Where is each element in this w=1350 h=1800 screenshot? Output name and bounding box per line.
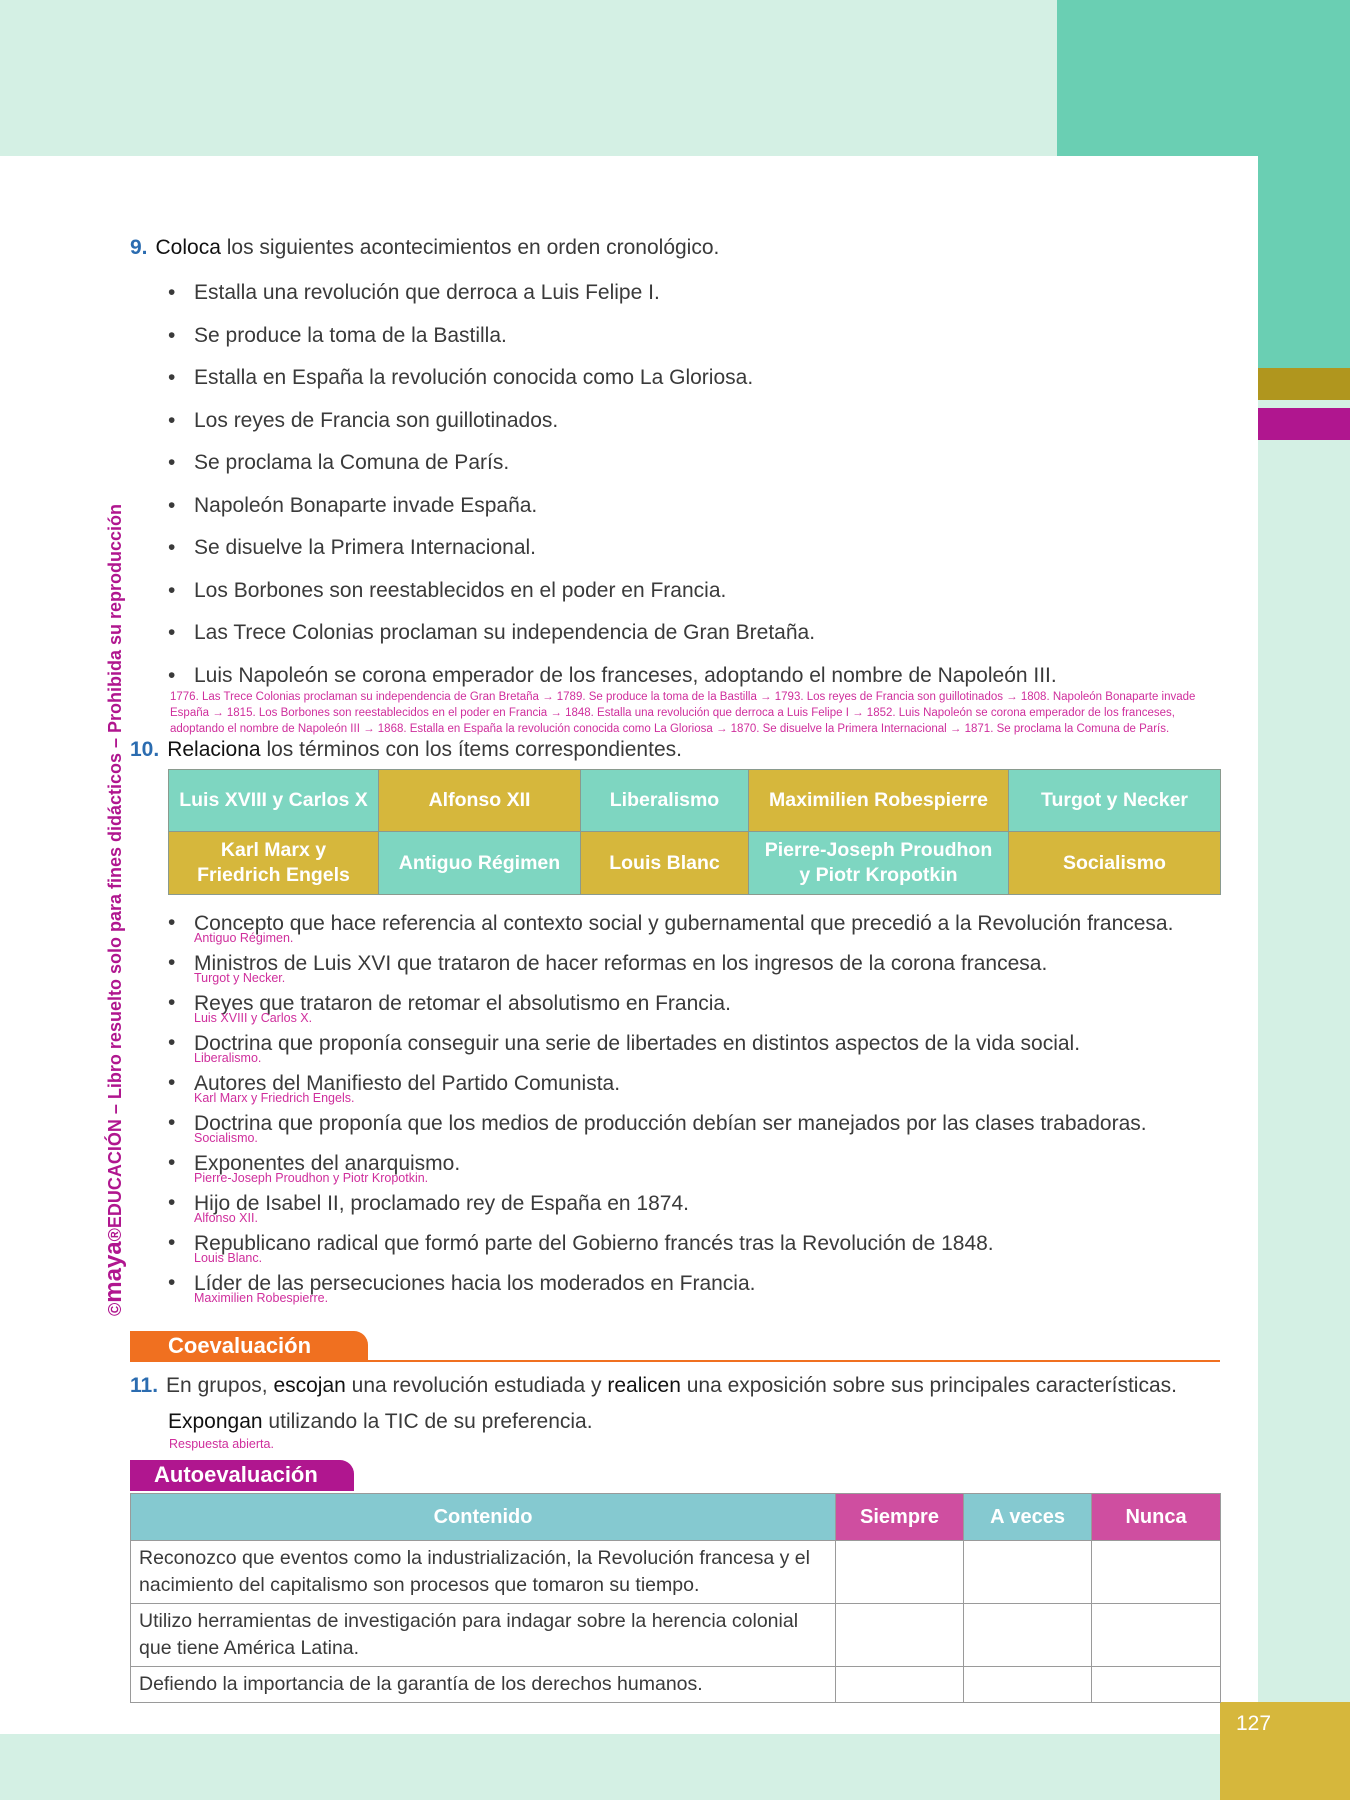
a-veces-checkbox-cell[interactable] — [964, 1667, 1092, 1703]
terms-table — [168, 769, 1221, 895]
a-veces-checkbox-cell[interactable] — [964, 1541, 1092, 1604]
list-item: • Los Borbones son reestablecidos en el poder en Francia. — [194, 578, 1057, 621]
term-cell: Alfonso XII — [379, 770, 581, 832]
item-text: • Doctrina que proponía conseguir una serie de libertades en distintos aspectos de la vida social. — [194, 1032, 1081, 1055]
page-number: 127 — [1236, 1712, 1272, 1735]
question-keyword: realicen — [607, 1374, 681, 1397]
nunca-checkbox-cell[interactable] — [1092, 1604, 1221, 1667]
item-answer: Maximilien Robespierre. — [194, 1291, 329, 1305]
list-item — [194, 1111, 1173, 1151]
item-text: • Ministros de Luis XVI que trataron de hacer reformas en los ingresos de la corona francesa. — [194, 952, 1048, 975]
question-text: una revolución estudiada y — [345, 1374, 608, 1397]
q10-list — [194, 911, 1173, 1311]
item-text: • Hijo de Isabel II, proclamado rey de España en 1874. — [194, 1192, 689, 1215]
q9-list — [194, 280, 1057, 705]
siempre-checkbox-cell[interactable] — [836, 1541, 964, 1604]
copyright-text: EDUCACIÓN – Libro resuelto solo para fines didácticos – Prohibida su reproducción — [105, 503, 125, 1229]
item-text: • Exponentes del anarquismo. — [194, 1152, 461, 1175]
criterion-cell: Utilizo herramientas de investigación para indagar sobre la herencia colonial que tiene América Latina. — [131, 1604, 836, 1667]
question-11-continued — [168, 1410, 593, 1434]
registered-symbol: ® — [105, 1228, 125, 1242]
column-header: Siempre — [836, 1494, 964, 1541]
list-item: • Estalla en España la revolución conocida como La Gloriosa. — [194, 365, 1057, 408]
item-answer: Luis XVIII y Carlos X. — [194, 1011, 313, 1025]
table-row — [131, 1541, 1221, 1604]
list-item: • Las Trece Colonias proclaman su independencia de Gran Bretaña. — [194, 620, 1057, 663]
section-divider — [130, 1489, 354, 1491]
coevaluacion-heading: Coevaluación — [130, 1331, 368, 1361]
q9-answer: 1776. Las Trece Colonias proclaman su independencia de Gran Bretaña → 1789. Se produce la toma de la Bastilla → 1793. Los reyes de Francia son guillotinados → 1808. Napoleón Bonaparte invade España → 1815. Los Borbones son reestablecidos en el poder en Francia → 1848. Estalla una revolución que derroca a Luis Felipe I → 1852. Luis Napoleón se corona emperador de los franceses, adoptando el nombre de Napoleón III → 1868. Estalla en España la revolución conocida como La Gloriosa → 1870. Se disuelve la Primera Internacional → 1871. Se proclama la Comuna de París. — [170, 691, 1196, 735]
question-text: una exposición sobre sus principales características. — [680, 1374, 1177, 1397]
table-row — [131, 1667, 1221, 1703]
self-assessment-table — [130, 1493, 1221, 1703]
brand-logo: maya — [100, 1241, 127, 1303]
question-text: utilizando la TIC de su preferencia. — [262, 1410, 593, 1433]
list-item — [194, 1071, 1173, 1111]
list-item: • Estalla una revolución que derroca a Luis Felipe I. — [194, 280, 1057, 323]
item-answer: Louis Blanc. — [194, 1251, 263, 1265]
list-item — [194, 1271, 1173, 1311]
question-text: los términos con los ítems correspondientes. — [260, 738, 682, 761]
column-header: A veces — [964, 1494, 1092, 1541]
list-item — [194, 911, 1173, 951]
siempre-checkbox-cell[interactable] — [836, 1604, 964, 1667]
term-cell: Turgot y Necker — [1009, 770, 1221, 832]
question-9 — [130, 236, 719, 260]
question-text: los siguientes acontecimientos en orden cronológico. — [220, 236, 720, 259]
question-number: 11. — [130, 1374, 159, 1397]
list-item: • Se produce la toma de la Bastilla. — [194, 323, 1057, 366]
list-item — [194, 1191, 1173, 1231]
item-text: • Republicano radical que formó parte del Gobierno francés tras la Revolución de 1848. — [194, 1232, 994, 1255]
item-answer: Karl Marx y Friedrich Engels. — [194, 1091, 355, 1105]
item-text: • Concepto que hace referencia al contexto social y gubernamental que precedió a la Revolución francesa. — [194, 912, 1174, 935]
side-tab-gold — [1258, 368, 1350, 400]
term-cell: Liberalismo — [581, 770, 749, 832]
term-cell: Socialismo — [1009, 832, 1221, 895]
question-10 — [130, 738, 682, 762]
list-item — [194, 951, 1173, 991]
criterion-cell: Defiendo la importancia de la garantía de los derechos humanos. — [131, 1667, 836, 1703]
autoevaluacion-heading: Autoevaluación — [130, 1460, 354, 1490]
term-cell: Karl Marx y Friedrich Engels — [169, 832, 379, 895]
section-divider — [130, 1360, 1220, 1362]
list-item: • Napoleón Bonaparte invade España. — [194, 493, 1057, 536]
question-keyword: Expongan — [168, 1410, 263, 1433]
term-cell: Louis Blanc — [581, 832, 749, 895]
table-row — [131, 1604, 1221, 1667]
copyright-symbol: © — [105, 1302, 125, 1316]
term-cell: Antiguo Régimen — [379, 832, 581, 895]
list-item — [194, 1031, 1173, 1071]
question-number: 9. — [130, 236, 148, 259]
column-header: Contenido — [131, 1494, 836, 1541]
item-answer: Turgot y Necker. — [194, 971, 286, 985]
item-text: • Doctrina que proponía que los medios de producción debían ser manejados por las clases trabadoras. — [194, 1112, 1147, 1135]
list-item: • Se disuelve la Primera Internacional. — [194, 535, 1057, 578]
question-keyword: Relaciona — [167, 738, 261, 761]
list-item: • Los reyes de Francia son guillotinados. — [194, 408, 1057, 451]
term-cell: Pierre-Joseph Proudhon y Piotr Kropotkin — [749, 832, 1009, 895]
item-answer: Liberalismo. — [194, 1051, 262, 1065]
item-answer: Antiguo Régimen. — [194, 931, 294, 945]
item-answer: Alfonso XII. — [194, 1211, 258, 1225]
nunca-checkbox-cell[interactable] — [1092, 1667, 1221, 1703]
nunca-checkbox-cell[interactable] — [1092, 1541, 1221, 1604]
criterion-cell: Reconozco que eventos como la industrialización, la Revolución francesa y el nacimiento del capitalismo son procesos que tomaron su tiempo. — [131, 1541, 836, 1604]
question-keyword: Coloca — [155, 236, 221, 259]
question-text: En grupos, — [166, 1374, 274, 1397]
list-item: • Se proclama la Comuna de París. — [194, 450, 1057, 493]
side-tab-magenta — [1258, 408, 1350, 440]
item-answer: Pierre-Joseph Proudhon y Piotr Kropotkin. — [194, 1171, 429, 1185]
siempre-checkbox-cell[interactable] — [836, 1667, 964, 1703]
column-header: Nunca — [1092, 1494, 1221, 1541]
list-item — [194, 1231, 1173, 1271]
question-keyword: escojan — [273, 1374, 346, 1397]
item-answer: Socialismo. — [194, 1131, 258, 1145]
list-item — [194, 1151, 1173, 1191]
item-text: • Autores del Manifiesto del Partido Comunista. — [194, 1072, 621, 1095]
q11-answer: Respuesta abierta. — [169, 1437, 274, 1451]
term-cell: Maximilien Robespierre — [749, 770, 1009, 832]
term-cell: Luis XVIII y Carlos X — [169, 770, 379, 832]
question-11 — [130, 1374, 1177, 1398]
question-number: 10. — [130, 738, 160, 761]
item-text: • Líder de las persecuciones hacia los moderados en Francia. — [194, 1272, 756, 1295]
a-veces-checkbox-cell[interactable] — [964, 1604, 1092, 1667]
list-item — [194, 991, 1173, 1031]
list-item: • Luis Napoleón se corona emperador de los franceses, adoptando el nombre de Napoleón III. — [194, 663, 1057, 706]
side-tab-teal — [1258, 353, 1350, 368]
item-text: • Reyes que trataron de retomar el absolutismo en Francia. — [194, 992, 731, 1015]
